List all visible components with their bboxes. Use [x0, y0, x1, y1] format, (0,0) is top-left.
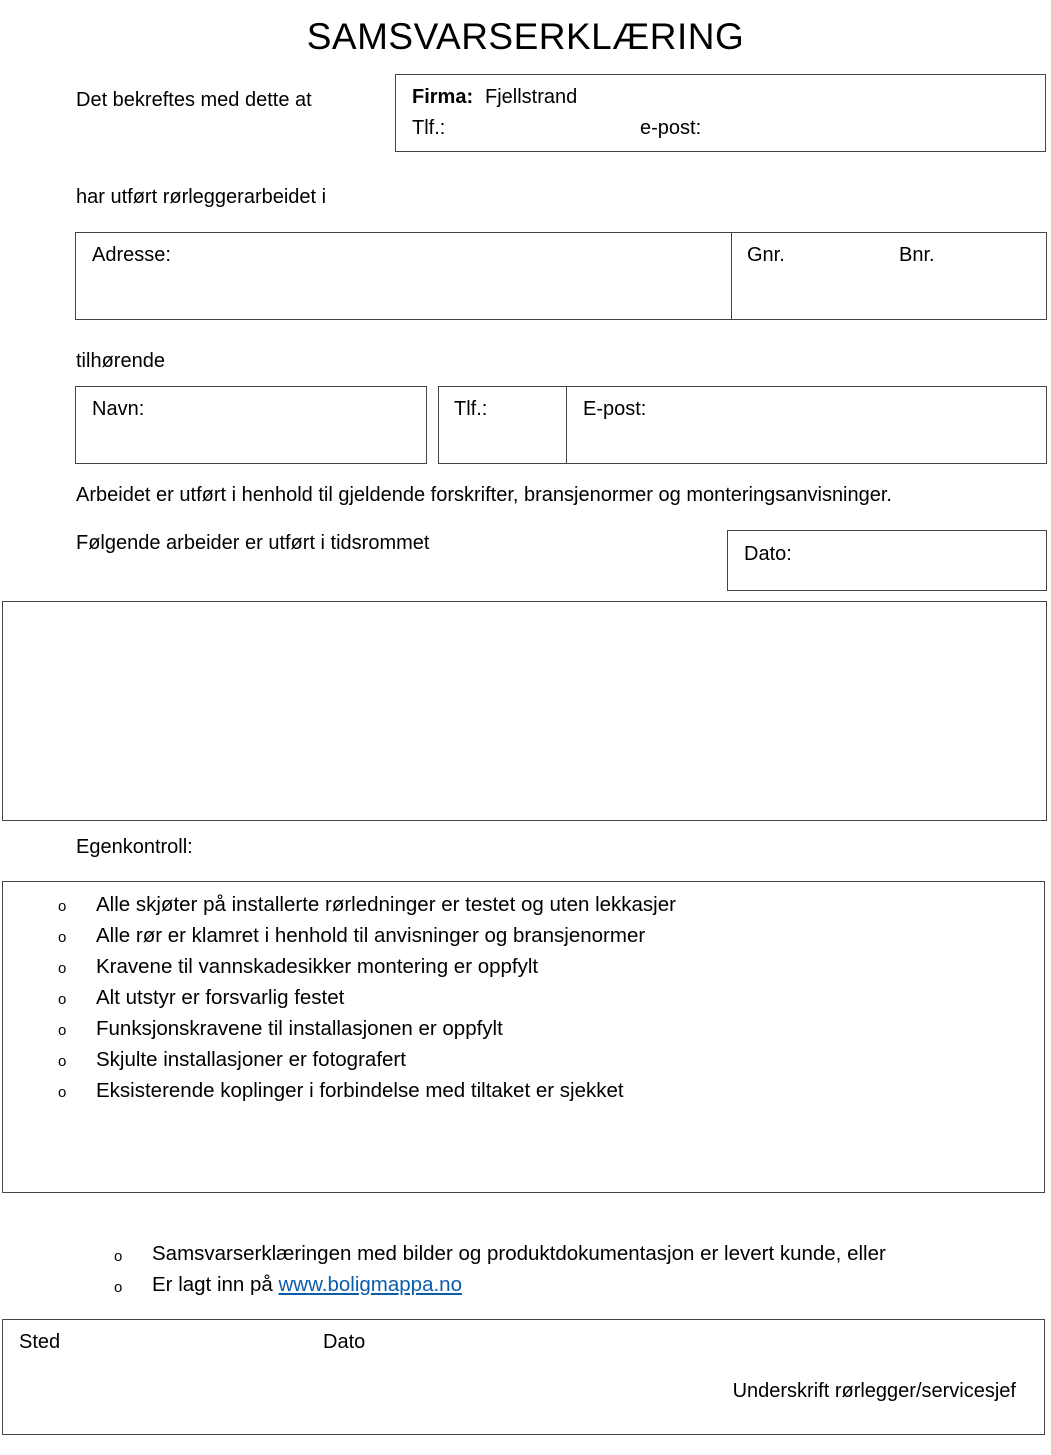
- self-check-label: Egenkontroll:: [76, 836, 193, 858]
- company-label: Firma:: [412, 86, 474, 108]
- period-date-label: Dato:: [744, 543, 792, 565]
- checkbox-bullet-icon[interactable]: o: [58, 1084, 67, 1101]
- belonging-text: tilhørende: [76, 350, 165, 372]
- checkbox-bullet-icon[interactable]: o: [58, 960, 67, 977]
- period-text: Følgende arbeider er utført i tidsrommet: [76, 532, 430, 554]
- address-label: Adresse:: [92, 244, 171, 266]
- self-check-box: [2, 881, 1045, 1193]
- checkbox-bullet-icon[interactable]: o: [58, 898, 67, 915]
- checkbox-bullet-icon[interactable]: o: [58, 929, 67, 946]
- self-check-item: Kravene til vannskadesikker montering er oppfylt: [96, 955, 539, 978]
- work-in-text: har utført rørleggerarbeidet i: [76, 186, 327, 208]
- owner-email-label: E-post:: [583, 398, 647, 420]
- owner-name-field[interactable]: [75, 386, 427, 464]
- confirm-text: Det bekreftes med dette at: [76, 89, 312, 111]
- self-check-item: Alle skjøter på installerte rørledninger er testet og uten lekkasjer: [96, 893, 676, 916]
- company-email-label: e-post:: [640, 117, 702, 139]
- owner-phone-field[interactable]: [438, 386, 567, 464]
- owner-name-label: Navn:: [92, 398, 145, 420]
- self-check-item: Funksjonskravene til installasjonen er oppfylt: [96, 1017, 503, 1040]
- delivery-item-1: Samsvarserklæringen med bilder og produktdokumentasjon er levert kunde, eller: [152, 1242, 886, 1265]
- company-box: [395, 74, 1046, 152]
- place-label: Sted: [19, 1331, 61, 1353]
- work-description-field[interactable]: [2, 601, 1047, 821]
- company-phone-label: Tlf.:: [412, 117, 446, 139]
- delivery-item-2: [152, 1273, 462, 1297]
- checkbox-bullet-icon[interactable]: o: [58, 1022, 67, 1039]
- signature-date-label: Dato: [323, 1331, 366, 1353]
- delivery-bullet-icon[interactable]: o: [114, 1248, 123, 1265]
- self-check-item: Alt utstyr er forsvarlig festet: [96, 986, 345, 1009]
- signature-label: Underskrift rørlegger/servicesjef: [732, 1380, 1016, 1402]
- address-field[interactable]: [75, 232, 732, 320]
- period-date-field[interactable]: [727, 530, 1047, 591]
- self-check-item: Skjulte installasjoner er fotografert: [96, 1048, 406, 1071]
- owner-phone-label: Tlf.:: [454, 398, 488, 420]
- checkbox-bullet-icon[interactable]: o: [58, 1053, 67, 1070]
- delivery-item-2-prefix: Er lagt inn på: [152, 1273, 279, 1296]
- self-check-item: Alle rør er klamret i henhold til anvisninger og bransjenormer: [96, 924, 646, 947]
- self-check-item: Eksisterende koplinger i forbindelse med tiltaket er sjekket: [96, 1079, 624, 1102]
- owner-email-field[interactable]: [566, 386, 1047, 464]
- company-value[interactable]: Fjellstrand: [485, 86, 578, 108]
- boligmappa-link[interactable]: www.boligmappa.no: [278, 1273, 462, 1296]
- gnr-bnr-field[interactable]: [731, 232, 1047, 320]
- checkbox-bullet-icon[interactable]: o: [58, 991, 67, 1008]
- gnr-label: Gnr.: [747, 244, 785, 266]
- delivery-bullet-icon[interactable]: o: [114, 1279, 123, 1296]
- signature-box[interactable]: [2, 1319, 1045, 1435]
- bnr-label: Bnr.: [899, 244, 935, 266]
- page-title: SAMSVARSERKLÆRING: [306, 16, 745, 57]
- compliance-text: Arbeidet er utført i henhold til gjeldende forskrifter, bransjenormer og monteringsanvisninger.: [76, 484, 892, 506]
